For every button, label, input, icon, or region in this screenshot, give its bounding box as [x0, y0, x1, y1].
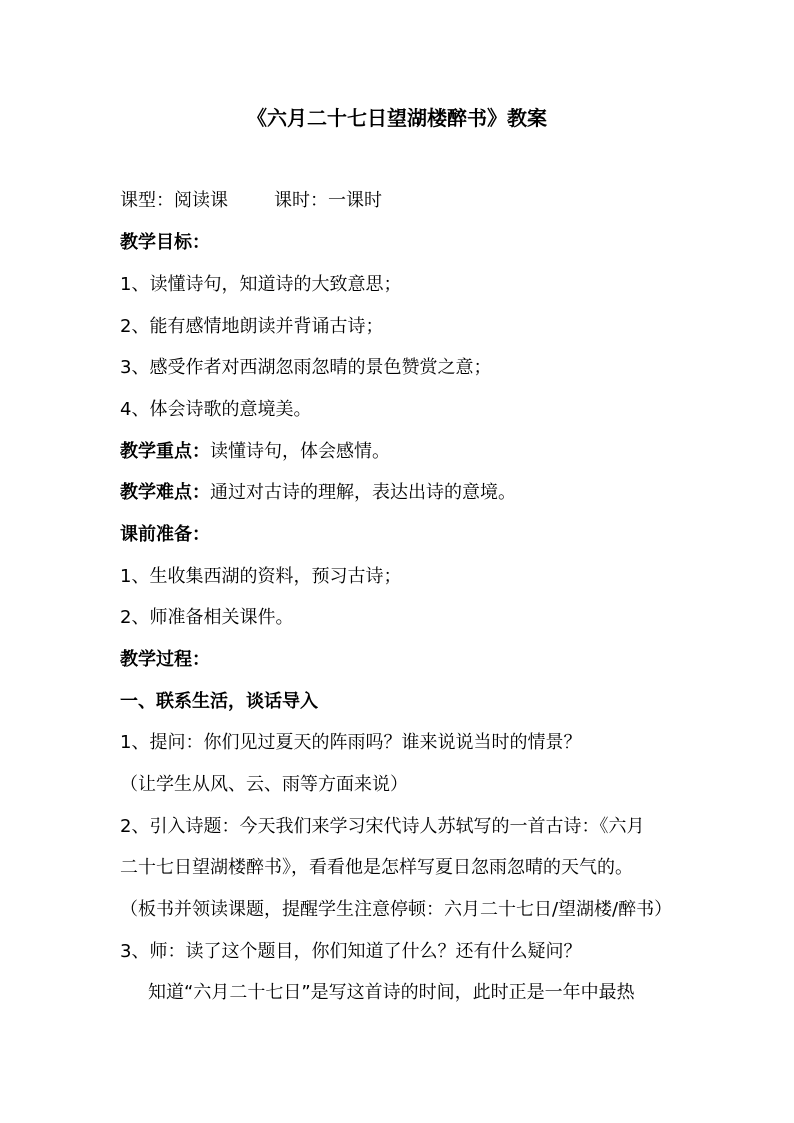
lesson-hours: 课时：一课时	[274, 190, 382, 211]
goal-item: 1、读懂诗句，知道诗的大致意思；	[120, 274, 402, 295]
prep-heading: 课前准备：	[120, 524, 210, 545]
difficulty	[120, 478, 516, 508]
process-line: （板书并领读课题，提醒学生注意停顿：六月二十七日/望湖楼/醉书）	[120, 899, 673, 920]
process-line: 1、提问：你们见过夏天的阵雨吗？谁来说说当时的情景？	[120, 732, 582, 753]
key-point-text: 读懂诗句，体会感情。	[210, 441, 390, 462]
process-line: 3、师：读了这个题目，你们知道了什么？还有什么疑问？	[120, 941, 582, 962]
difficulty-text: 通过对古诗的理解，表达出诗的意境。	[210, 482, 516, 503]
lesson-meta	[120, 186, 382, 216]
prep-item: 1、生收集西湖的资料，预习古诗；	[120, 566, 402, 587]
section-heading: 一、联系生活，谈话导入	[120, 691, 318, 712]
process-heading: 教学过程：	[120, 649, 210, 670]
process-line: 知道“六月二十七日”是写这首诗的时间，此时正是一年中最热	[148, 982, 635, 1003]
goal-item: 3、感受作者对西湖忽雨忽晴的景色赞赏之意；	[120, 357, 492, 378]
key-point	[120, 437, 390, 467]
lesson-type: 课型：阅读课	[120, 190, 228, 211]
process-line: （让学生从风、云、雨等方面来说）	[120, 774, 408, 795]
key-point-label: 教学重点：	[120, 441, 210, 462]
process-line: 2、引入诗题：今天我们来学习宋代诗人苏轼写的一首古诗：《六月	[120, 816, 645, 837]
difficulty-label: 教学难点：	[120, 482, 210, 503]
document-title: 《六月二十七日望湖楼醉书》教案	[247, 106, 547, 130]
goal-item: 4、体会诗歌的意境美。	[120, 399, 312, 420]
goal-item: 2、能有感情地朗读并背诵古诗；	[120, 316, 384, 337]
goals-heading: 教学目标：	[120, 232, 210, 253]
prep-item: 2、师准备相关课件。	[120, 607, 294, 628]
process-line: 二十七日望湖楼醉书》，看看他是怎样写夏日忽雨忽晴的天气的。	[120, 857, 633, 878]
